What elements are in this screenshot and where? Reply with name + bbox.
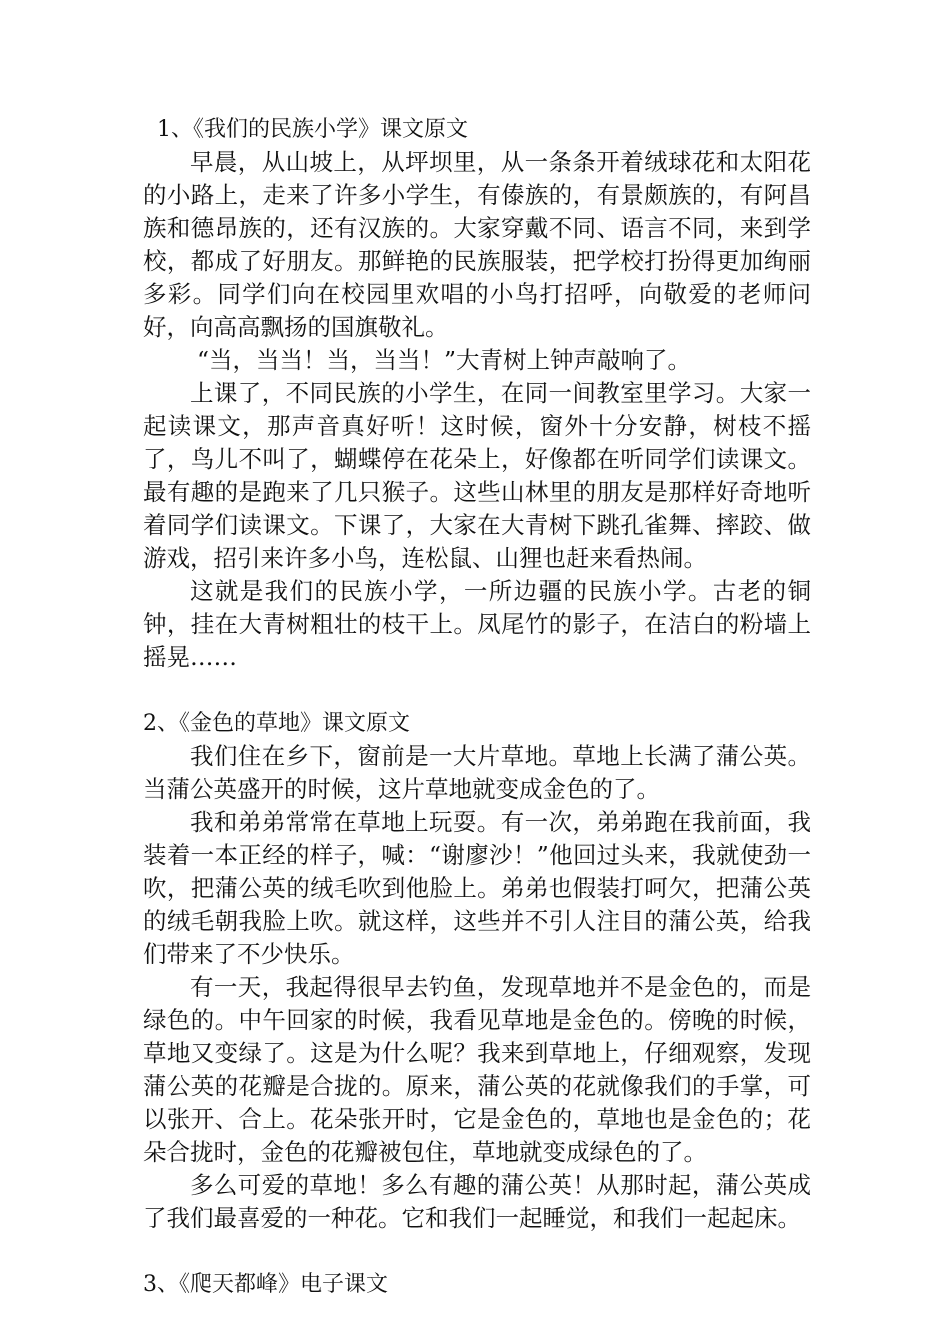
paragraph: 上课了，不同民族的小学生，在同一间教室里学习。大家一起读课文，那声音真好听！这时候，窗外十分安静，树枝不摇了，鸟儿不叫了，蝴蝶停在花朵上，好像都在听同学们读课文。最有趣的是跑来了几只猴子。这些山林里的朋友是那样好奇地听着同学们读课文。下课了，大家在大青树下跳孔雀舞、摔跤、做游戏，招引来许多小鸟，连松鼠、山狸也赶来看热闹。 xyxy=(143,379,811,572)
section-title: 2、《金色的草地》课文原文 xyxy=(143,711,410,736)
section-spacer xyxy=(143,674,811,707)
paragraph: 多么可爱的草地！多么有趣的蒲公英！从那时起，蒲公英成了我们最喜爱的一种花。它和我们一起睡觉，和我们一起起床。 xyxy=(143,1171,811,1232)
paragraph: 早晨，从山坡上，从坪坝里，从一条条开着绒球花和太阳花的小路上，走来了许多小学生，有傣族的，有景颇族的，有阿昌族和德昂族的，还有汉族的。大家穿戴不同、语言不同，来到学校，都成了好朋友。那鲜艳的民族服装，把学校打扮得更加绚丽多彩。同学们向在校园里欢唱的小鸟打招呼，向敬爱的老师问好，向高高飘扬的国旗敬礼。 xyxy=(143,148,811,341)
document-body xyxy=(143,113,811,1301)
paragraph: 这就是我们的民族小学，一所边疆的民族小学。古老的铜钟，挂在大青树粗壮的枝干上。凤尾竹的影子，在洁白的粉墙上摇晃…… xyxy=(143,577,811,671)
paragraph: 有一天，我起得很早去钓鱼，发现草地并不是金色的，而是绿色的。中午回家的时候，我看见草地是金色的。傍晚的时候，草地又变绿了。这是为什么呢？我来到草地上，仔细观察，发现蒲公英的花瓣是合拢的。原来，蒲公英的花就像我们的手掌，可以张开、合上。花朵张开时，它是金色的，草地也是金色的；花朵合拢时，金色的花瓣被包住，草地就变成绿色的了。 xyxy=(143,973,811,1166)
section-2 xyxy=(143,707,811,1235)
paragraph: 我和弟弟常常在草地上玩耍。有一次，弟弟跑在我前面，我装着一本正经的样子，喊：“谢廖沙！”他回过头来，我就使劲一吹，把蒲公英的绒毛吹到他脸上。弟弟也假装打呵欠，把蒲公英的绒毛朝我脸上吹。就这样，这些并不引人注目的蒲公英，给我们带来了不少快乐。 xyxy=(143,808,811,968)
section-title: 3、《爬天都峰》电子课文 xyxy=(143,1272,388,1297)
paragraph: “当，当当！当，当当！”大青树上钟声敲响了。 xyxy=(197,346,692,374)
section-1 xyxy=(143,113,811,674)
paragraph: 我们住在乡下，窗前是一大片草地。草地上长满了蒲公英。当蒲公英盛开的时候，这片草地就变成金色的了。 xyxy=(143,742,811,803)
section-title: 1、《我们的民族小学》课文原文 xyxy=(157,117,468,142)
section-3 xyxy=(143,1268,811,1301)
section-spacer xyxy=(143,1235,811,1268)
